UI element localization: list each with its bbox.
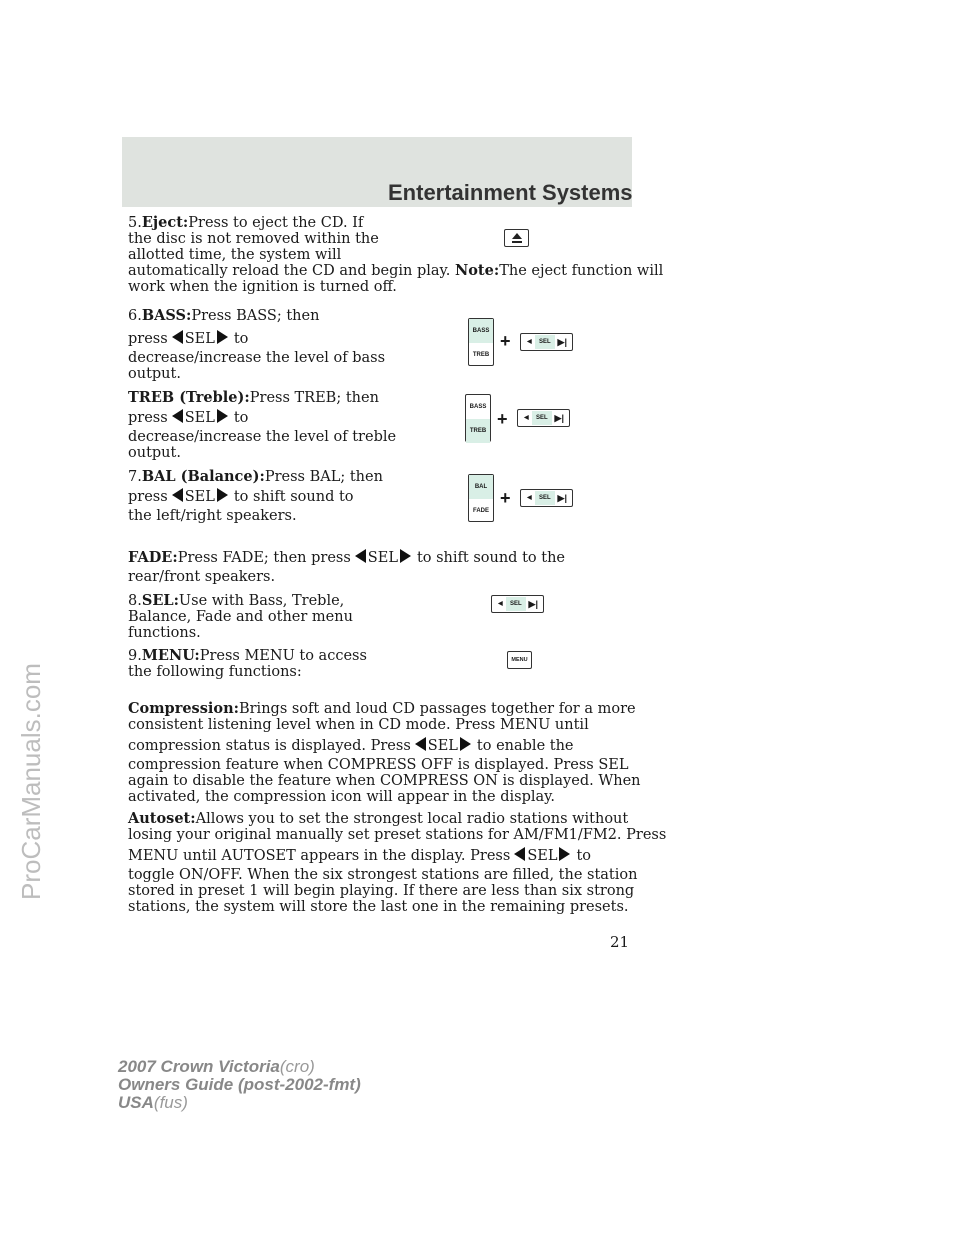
eject-line4: automatically reload the CD and begin play. Note:The eject function will <box>128 262 664 279</box>
eject-line2: the disc is not removed within the <box>128 231 379 247</box>
menu-line2: the following functions: <box>128 664 302 680</box>
autoset-line6: stations, the system will store the last one in the remaining presets. <box>128 899 629 915</box>
autoset-line4: toggle ON/OFF. When the six strongest stations are filled, the station <box>128 867 638 883</box>
bass-treb-button: BASS TREB <box>465 394 491 442</box>
sel-line1: 8.SEL:Use with Bass, Treble, <box>128 592 345 609</box>
footer-line2: Owners Guide (post-2002-fmt) <box>118 1075 361 1094</box>
treble-line4: output. <box>128 445 181 461</box>
treble-line1: TREB (Treble):Press TREB; then <box>128 389 379 406</box>
autoset-line2: losing your original manually set preset stations for AM/FM1/FM2. Press <box>128 827 667 843</box>
sel-button: ◀ SEL ▶| <box>491 595 544 613</box>
seek-left-icon <box>514 847 525 861</box>
seek-left-icon <box>172 409 183 423</box>
bass-treb-button: BASS TREB <box>468 318 494 366</box>
treble-line3: decrease/increase the level of treble <box>128 429 397 445</box>
autoset-line5: stored in preset 1 will begin playing. If there are less than six strong <box>128 883 635 899</box>
watermark: ProCarManuals.com <box>16 663 46 900</box>
sel-line3: functions. <box>128 625 201 641</box>
footer-line1: 2007 Crown Victoria(cro) <box>118 1057 315 1076</box>
menu-line1: 9.MENU:Press MENU to access <box>128 647 367 664</box>
bass-line2: press SEL to <box>128 331 249 347</box>
compression-line6: activated, the compression icon will appear in the display. <box>128 789 556 805</box>
plus-icon: + <box>500 331 511 351</box>
eject-line5: work when the ignition is turned off. <box>128 279 397 295</box>
seek-left-icon <box>355 549 366 563</box>
seek-left-icon <box>172 488 183 502</box>
compression-line3: compression status is displayed. Press SEL to enable the <box>128 738 574 754</box>
seek-right-icon <box>559 847 570 861</box>
plus-icon: + <box>497 409 508 429</box>
seek-right-icon <box>460 737 471 751</box>
footer-line3: USA(fus) <box>118 1093 188 1112</box>
eject-line3: allotted time, the system will <box>128 247 342 263</box>
balance-line3: the left/right speakers. <box>128 508 297 524</box>
balance-line2: press SEL to shift sound to <box>128 489 354 505</box>
sel-button: ◀ SEL ▶| <box>520 489 573 507</box>
page-number: 21 <box>610 933 630 951</box>
compression-line4: compression feature when COMPRESS OFF is displayed. Press SEL <box>128 757 629 773</box>
plus-icon: + <box>500 488 511 508</box>
compression-line2: consistent listening level when in CD mode. Press MENU until <box>128 717 589 733</box>
seek-right-icon <box>400 549 411 563</box>
balance-line1: 7.BAL (Balance):Press BAL; then <box>128 468 383 485</box>
autoset-line1: Autoset:Allows you to set the strongest local radio stations without <box>128 810 629 827</box>
seek-right-icon <box>217 409 228 423</box>
bass-line3: decrease/increase the level of bass <box>128 350 386 366</box>
sel-button: ◀ SEL ▶| <box>517 409 570 427</box>
bass-line4: output. <box>128 366 181 382</box>
seek-right-icon <box>217 488 228 502</box>
compression-line1: Compression:Brings soft and loud CD passages together for a more <box>128 700 636 717</box>
menu-button: MENU <box>507 651 532 669</box>
fade-line1: FADE:Press FADE; then press SEL to shift sound to the <box>128 549 565 566</box>
compression-line5: again to disable the feature when COMPRESS ON is displayed. When <box>128 773 641 789</box>
autoset-line3: MENU until AUTOSET appears in the display. Press SEL to <box>128 848 592 864</box>
seek-left-icon <box>415 737 426 751</box>
seek-left-icon <box>172 330 183 344</box>
sel-line2: Balance, Fade and other menu <box>128 609 353 625</box>
seek-right-icon <box>217 330 228 344</box>
treble-line2: press SEL to <box>128 410 249 426</box>
eject-line1: 5.Eject:Press to eject the CD. If <box>128 214 364 231</box>
sel-button: ◀ SEL ▶| <box>520 333 573 351</box>
bal-fade-button: BAL FADE <box>468 474 494 522</box>
eject-label: Eject: <box>141 214 189 231</box>
fade-line2: rear/front speakers. <box>128 569 276 585</box>
eject-icon <box>504 229 529 247</box>
section-title: Entertainment Systems <box>388 180 633 205</box>
bass-line1: 6.BASS:Press BASS; then <box>128 307 320 324</box>
